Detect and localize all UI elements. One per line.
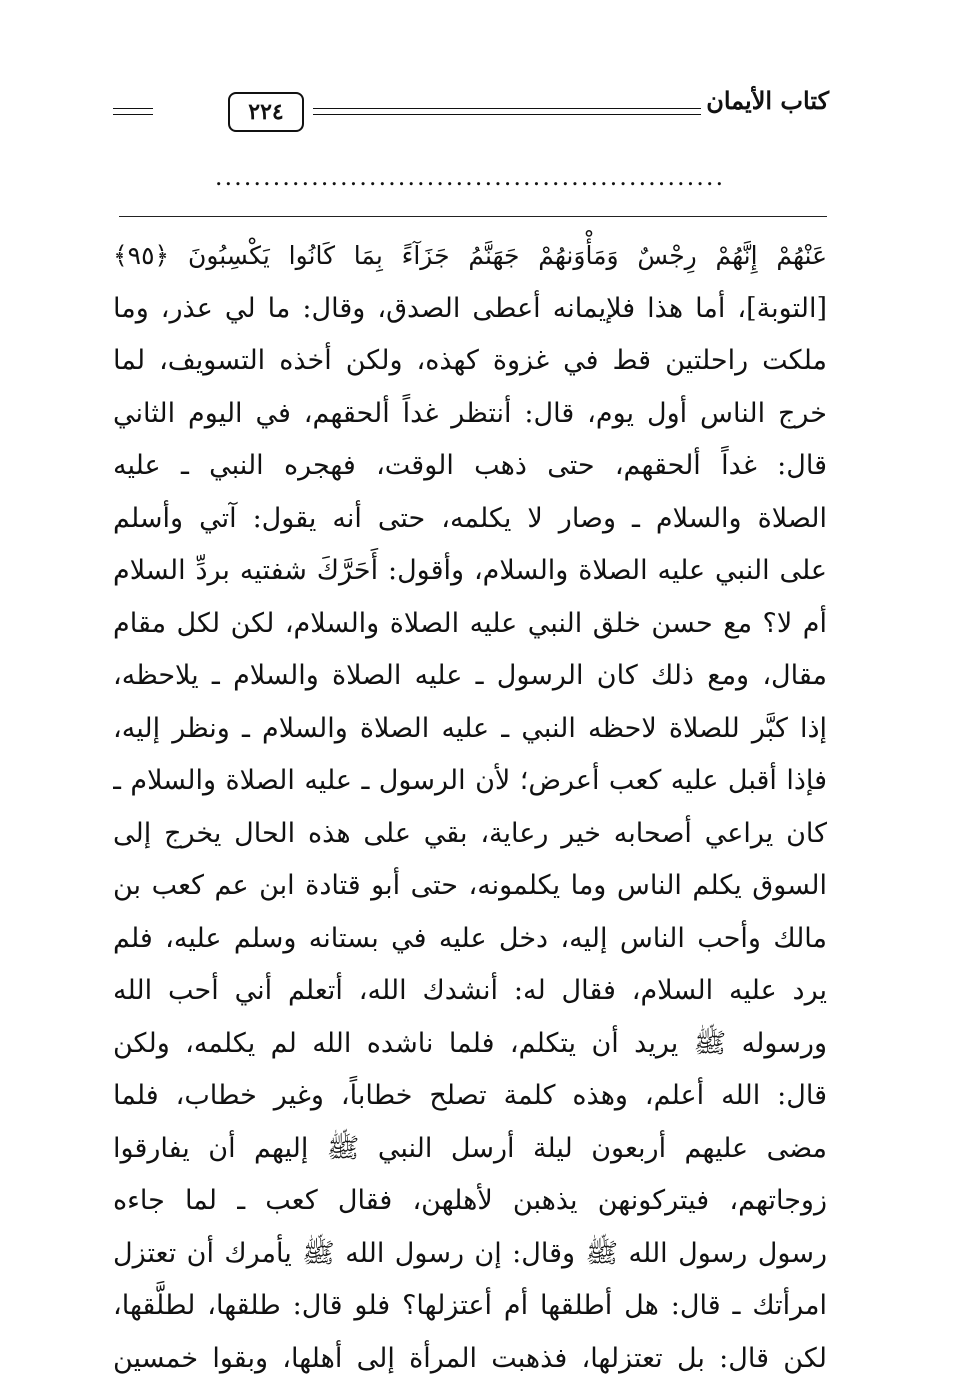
text-line: قال: الله أعلم، وهذه كلمة تصلح خطاباً، وغير خطاب، فلما bbox=[113, 1080, 827, 1111]
text-line: مضى عليهم أربعون ليلة أرسل النبي ﷺ إليهم أن يفارقوا bbox=[113, 1132, 827, 1164]
footnote-separator-rule bbox=[119, 216, 827, 217]
quran-verse-line: عَنْهُمْ إِنَّهُمْ رِجْسٌ وَمَأْوَنهُمْ جَهَنَّمُ جَزَآءً بِمَا كَانُوا يَكْسِبُونَ ﴿٩٥﴾ bbox=[113, 241, 827, 270]
text-line: رسول رسول الله ﷺ وقال: إن رسول الله ﷺ يأمرك أن تعتزل bbox=[113, 1237, 827, 1269]
text-line: يرد عليه السلام، فقال له: أنشدك الله، أتعلم أني أحب الله bbox=[113, 975, 827, 1006]
book-title: كتاب الأيمان bbox=[706, 86, 829, 115]
text-line: مالك وأحب الناس إليه، دخل عليه في بستانه وسلم عليه، فلم bbox=[113, 922, 827, 954]
text-line: فإذا أقبل عليه كعب أعرض؛ لأن الرسول ـ عليه الصلاة والسلام ـ bbox=[113, 765, 827, 796]
text-line: زوجاتهم، فيتركونهن يذهبن لأهلهن، فقال كعب ـ لما جاءه bbox=[113, 1185, 827, 1216]
running-header bbox=[113, 80, 829, 138]
text-line: ملكت راحلتين قط في غزوة كهذه، ولكن أخذه التسويف، لما bbox=[113, 345, 827, 376]
body-text bbox=[113, 230, 827, 1385]
text-line: خرج الناس أول يوم، قال: أنتظر غداً ألحقهم، في اليوم الثاني bbox=[113, 397, 827, 429]
text-line: السوق يكلم الناس وما يكلمونه، حتى أبو قتادة ابن عم كعب بن bbox=[113, 870, 827, 901]
text-line: مقال، ومع ذلك كان الرسول ـ عليه الصلاة والسلام ـ يلاحظه، bbox=[113, 660, 827, 691]
text-line: أم لا؟ مع حسن خلق النبي عليه الصلاة والسلام، لكن لكل مقام bbox=[113, 607, 827, 639]
header-double-rule bbox=[313, 108, 701, 115]
text-line: ورسوله ﷺ يريد أن يتكلم، فلما ناشده الله لم يكلمه، ولكن bbox=[113, 1027, 827, 1059]
text-line: قال: غداً ألحقهم، حتى ذهب الوقت، فهجره النبي ـ عليه bbox=[113, 450, 827, 481]
text-line: إذا كبَّر للصلاة لاحظه النبي ـ عليه الصلاة والسلام ـ ونظر إليه، bbox=[113, 712, 827, 744]
text-line: امرأتك ـ قال: هل أطلقها أم أعتزلها؟ فلو قال: طلقها، لطلَّقها، bbox=[113, 1290, 827, 1321]
text-line: الصلاة والسلام ـ وصار لا يكلمه، حتى أنه يقول: آتي وأسلم bbox=[113, 502, 827, 534]
header-double-rule bbox=[113, 108, 153, 115]
text-line: على النبي عليه الصلاة والسلام، وأقول: أَحَرَّكَ شفتيه بردِّ السلام bbox=[113, 555, 827, 586]
dotted-separator: ..................................................... bbox=[214, 163, 726, 191]
text-line: لكن قال: بل تعتزلها، فذهبت المرأة إلى أهلها، وبقوا خمسين bbox=[113, 1342, 827, 1374]
page-number: ٢٢٤ bbox=[228, 92, 304, 132]
text-line: [التوبة]، أما هذا فلإيمانه أعطى الصدق، وقال: ما لي عذر، وما bbox=[113, 292, 827, 324]
text-line: كان يراعي أصحابه خير رعاية، بقي على هذه الحال يخرج إلى bbox=[113, 817, 827, 849]
